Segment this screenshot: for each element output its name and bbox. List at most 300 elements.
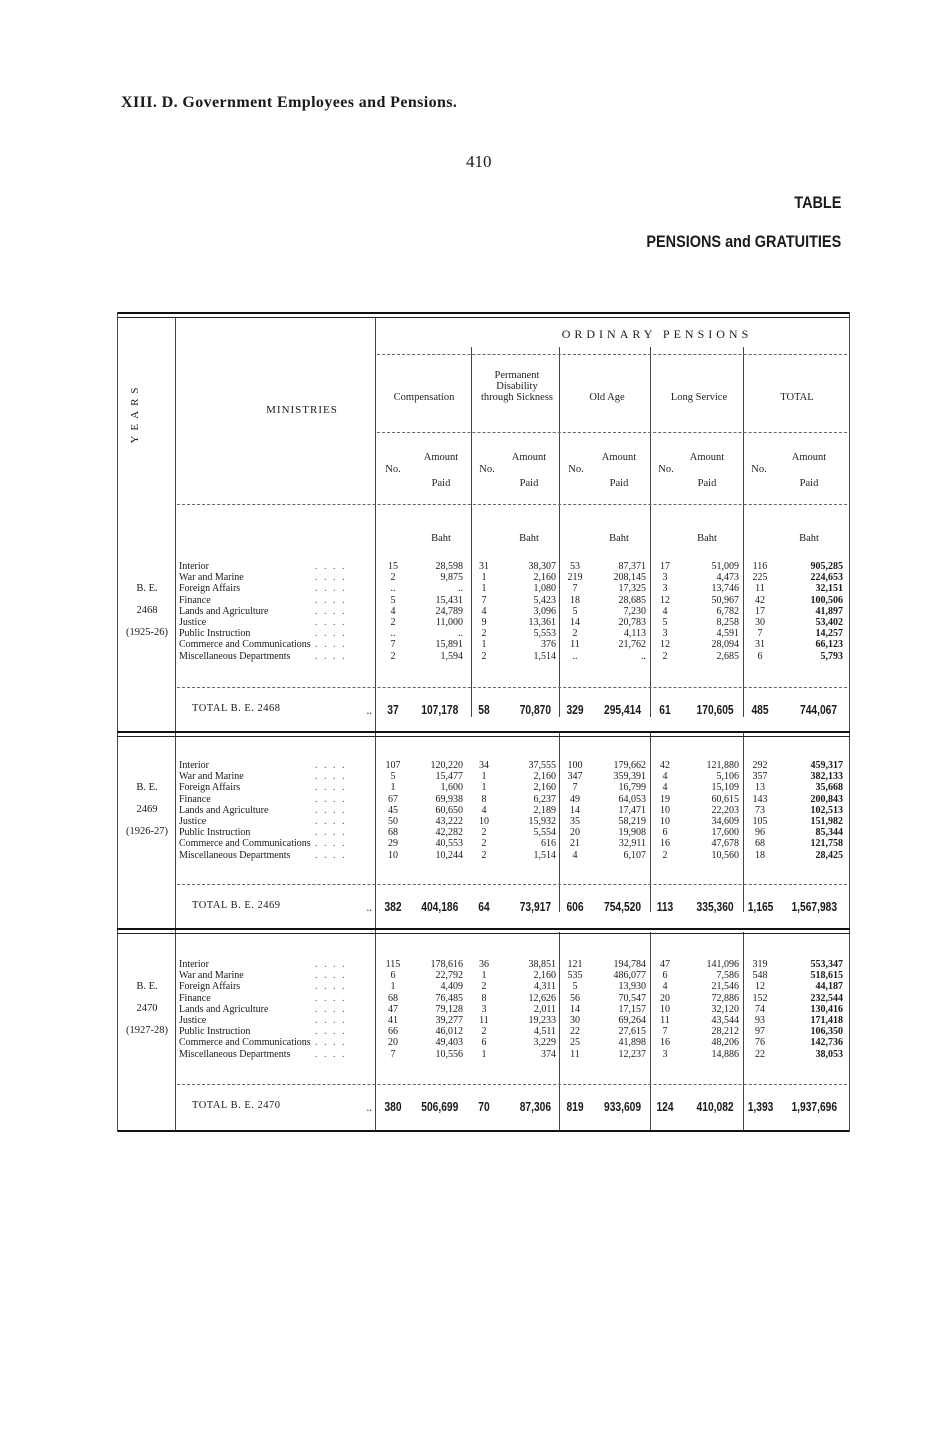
cell-value: 46,012	[435, 1026, 463, 1038]
cell-value: 37,555	[528, 760, 556, 771]
cell-value: 66,123	[815, 639, 843, 651]
cell-value: 3	[662, 628, 668, 640]
total-value: 1,937,696	[791, 1100, 838, 1114]
paid-heading: Paid	[431, 478, 451, 489]
compensation-heading: Compensation	[393, 392, 455, 403]
cell-value: 66	[388, 1026, 398, 1038]
cell-value: 905,285	[810, 561, 843, 572]
cell-value: 6	[481, 1037, 487, 1049]
cell-value: 7,586	[716, 970, 739, 982]
long-service-heading: Long Service	[670, 392, 728, 403]
table-top-rule	[117, 312, 850, 314]
table-row	[117, 794, 850, 805]
section-divider-inner	[117, 933, 850, 934]
leader-dots: . . . .	[315, 771, 347, 783]
no-heading: No.	[568, 464, 584, 475]
cell-value: 47	[660, 959, 670, 970]
cell-value: 2	[390, 650, 396, 662]
cell-value: 12,237	[618, 1048, 646, 1060]
cell-value: 42,282	[435, 827, 463, 839]
cell-value: 12	[755, 981, 765, 993]
no-heading: No.	[479, 464, 495, 475]
leader-dots: ..	[366, 703, 373, 717]
table-row	[117, 561, 850, 572]
leader-dots: . . . .	[315, 561, 347, 572]
cell-value: 12	[660, 639, 670, 651]
cell-value: 38,307	[528, 561, 556, 572]
year-label: 2470	[136, 1003, 158, 1014]
table-row	[117, 1026, 850, 1037]
cell-value: 73	[755, 804, 765, 816]
cell-value: 6	[662, 827, 668, 839]
cell-value: 20	[388, 1037, 398, 1049]
cell-value: 2	[390, 572, 396, 584]
cell-value: 41,897	[815, 605, 843, 617]
cell-value: 69,264	[618, 1015, 646, 1026]
cell-value: 7	[481, 594, 487, 606]
ministry-name: War and Marine	[179, 771, 244, 783]
ministry-name: Finance	[179, 793, 211, 805]
cell-value: 2	[481, 838, 487, 850]
cell-value: 5	[572, 981, 578, 993]
table-row	[117, 782, 850, 793]
total-value: 329	[566, 703, 584, 717]
total-value: 1,567,983	[791, 900, 838, 914]
cell-value: 24,789	[435, 605, 463, 617]
cell-value: 4	[662, 981, 668, 993]
cell-value: 1,600	[440, 782, 463, 794]
cell-value: 44,187	[815, 981, 843, 993]
cell-value: 1	[481, 771, 487, 783]
cell-value: 6,107	[623, 849, 646, 861]
cell-value: 4,113	[623, 628, 646, 640]
cell-value: 13,361	[528, 617, 556, 628]
cell-value: 4	[481, 804, 487, 816]
cell-value: 51,009	[711, 561, 739, 572]
cell-value: 1	[481, 583, 487, 595]
cell-value: 79,128	[435, 1003, 463, 1015]
cell-value: 6	[662, 970, 668, 982]
table-row	[117, 993, 850, 1004]
cell-value: 1	[481, 1048, 487, 1060]
no-heading: No.	[385, 464, 401, 475]
table-row	[117, 838, 850, 849]
cell-value: 43,222	[435, 816, 463, 827]
cell-value: 121	[567, 959, 583, 970]
cell-value: ..	[458, 628, 463, 640]
cell-value: 1,594	[440, 650, 463, 662]
ministry-name: Public Instruction	[179, 827, 251, 839]
total-value: 295,414	[603, 703, 642, 717]
cell-value: 8,258	[716, 617, 739, 628]
cell-value: 28,598	[435, 561, 463, 572]
total-value: 335,360	[696, 900, 734, 914]
ministry-name: War and Marine	[179, 970, 244, 982]
ministry-name: Interior	[179, 959, 209, 970]
cell-value: 69,938	[435, 793, 463, 805]
leader-dots: . . . .	[315, 572, 347, 584]
amount-heading: Amount	[511, 452, 547, 463]
cell-value: 15	[388, 561, 398, 572]
leader-dots: . . . .	[315, 782, 347, 794]
cell-value: 64,053	[618, 793, 646, 805]
leader-dots: . . . .	[315, 650, 347, 662]
cell-value: 67	[388, 793, 398, 805]
total-value: 410,082	[696, 1100, 734, 1114]
cell-value: 30	[570, 1015, 580, 1026]
table-row	[117, 617, 850, 628]
ministry-name: Foreign Affairs	[179, 782, 241, 794]
section-title: XIII. D. Government Employees and Pensions.	[121, 94, 458, 111]
header-rule	[377, 354, 847, 355]
cell-value: 3	[662, 572, 668, 584]
ministry-name: Foreign Affairs	[179, 981, 241, 993]
cell-value: 14	[570, 617, 580, 628]
cell-value: 49,403	[435, 1037, 463, 1049]
cell-value: 17,471	[618, 804, 646, 816]
cell-value: 2	[481, 1026, 487, 1038]
cell-value: 36	[479, 959, 489, 970]
cell-value: 45	[388, 804, 398, 816]
cell-value: 3	[481, 1003, 487, 1015]
cell-value: 347	[567, 771, 583, 783]
cell-value: 13,930	[618, 981, 646, 993]
ministry-name: Commerce and Communications	[179, 639, 311, 651]
cell-value: 16,799	[618, 782, 646, 794]
cell-value: 4,311	[533, 981, 556, 993]
cell-value: 2	[481, 650, 487, 662]
amount-heading: Amount	[791, 452, 827, 463]
cell-value: 15,109	[711, 782, 739, 794]
leader-dots: . . . .	[315, 583, 347, 595]
cell-value: 17	[755, 605, 765, 617]
total-value: 819	[566, 1100, 584, 1114]
total-rule	[177, 884, 847, 885]
cell-value: 29	[388, 838, 398, 850]
cell-value: 15,477	[435, 771, 463, 783]
amount-heading: Amount	[689, 452, 725, 463]
cell-value: 50	[388, 816, 398, 827]
table-row	[117, 606, 850, 617]
cell-value: 16	[660, 1037, 670, 1049]
no-heading: No.	[751, 464, 767, 475]
cell-value: 72,886	[711, 992, 739, 1004]
cell-value: 2	[662, 849, 668, 861]
era-label: B. E.	[136, 981, 158, 992]
leader-dots: . . . .	[315, 804, 347, 816]
era-label: B. E.	[136, 782, 158, 793]
cell-value: 141,096	[706, 959, 739, 970]
cell-value: 8	[481, 992, 487, 1004]
cell-value: 38,851	[528, 959, 556, 970]
cell-value: 38,053	[815, 1048, 843, 1060]
ministry-name: Public Instruction	[179, 628, 251, 640]
table-row	[117, 651, 850, 662]
unit-label: Baht	[519, 533, 539, 544]
page-number: 410	[466, 152, 492, 171]
cell-value: 7,230	[623, 605, 646, 617]
cell-value: 32,151	[815, 583, 843, 595]
table-row	[117, 1049, 850, 1060]
ministries-heading: MINISTRIES	[266, 404, 338, 416]
cell-value: 20,783	[618, 617, 646, 628]
total-heading: TOTAL	[780, 392, 814, 403]
table-row	[117, 981, 850, 992]
cell-value: 76,485	[435, 992, 463, 1004]
section-divider	[117, 928, 850, 930]
year-label: 2469	[136, 804, 158, 815]
ministry-name: Commerce and Communications	[179, 1037, 311, 1049]
ministry-name: Miscellaneous Departments	[179, 849, 291, 861]
cell-value: 2	[481, 628, 487, 640]
cell-value: 2	[390, 617, 396, 628]
cell-value: 19,233	[528, 1015, 556, 1026]
cell-value: 21	[570, 838, 580, 850]
cell-value: 121,758	[810, 838, 843, 850]
total-value: 61	[659, 703, 671, 717]
cell-value: 14	[570, 804, 580, 816]
ministry-name: Miscellaneous Departments	[179, 1048, 291, 1060]
cell-value: 97	[755, 1026, 765, 1038]
cell-value: 28,212	[711, 1026, 739, 1038]
total-value: 87,306	[519, 1100, 552, 1114]
cell-value: 2,189	[533, 804, 556, 816]
leader-dots: . . . .	[315, 992, 347, 1004]
cell-value: 5,553	[533, 628, 556, 640]
leader-dots: . . . .	[315, 849, 347, 861]
no-heading: No.	[658, 464, 674, 475]
table-row	[117, 1015, 850, 1026]
total-value: 1,165	[747, 900, 774, 914]
ministry-name: Lands and Agriculture	[179, 804, 269, 816]
cell-value: 100	[567, 760, 583, 771]
cell-value: 42	[755, 594, 765, 606]
cell-value: 53,402	[815, 617, 843, 628]
cell-value: 25	[570, 1037, 580, 1049]
cell-value: 2,011	[533, 1003, 556, 1015]
cell-value: 2	[572, 628, 578, 640]
cell-value: 130,416	[810, 1003, 843, 1015]
total-row	[117, 703, 850, 719]
table-row	[117, 583, 850, 594]
total-value: 107,178	[421, 703, 459, 717]
cell-value: 68	[755, 838, 765, 850]
cell-value: 359,391	[613, 771, 646, 783]
leader-dots: . . . .	[315, 827, 347, 839]
cell-value: 17	[660, 561, 670, 572]
cell-value: 10	[388, 849, 398, 861]
total-value: 404,186	[421, 900, 459, 914]
cell-value: 28,094	[711, 639, 739, 651]
amount-heading: Amount	[601, 452, 637, 463]
leader-dots: . . . .	[315, 793, 347, 805]
total-value: 124	[656, 1100, 674, 1114]
cell-value: 18	[570, 594, 580, 606]
ministry-name: Finance	[179, 594, 211, 606]
total-value: 744,067	[800, 703, 838, 717]
table-row	[117, 970, 850, 981]
ministry-name: Miscellaneous Departments	[179, 650, 291, 662]
cell-value: 68	[388, 992, 398, 1004]
cell-value: 319	[752, 959, 768, 970]
ministry-name: Interior	[179, 760, 209, 771]
cell-value: 1,514	[533, 650, 556, 662]
table-row	[117, 771, 850, 782]
cell-value: ..	[390, 628, 396, 640]
cell-value: 459,317	[810, 760, 843, 771]
total-rule	[177, 687, 847, 688]
cell-value: 142,736	[810, 1037, 843, 1049]
total-rule	[177, 1084, 847, 1085]
cell-value: 12	[660, 594, 670, 606]
cell-value: 43,544	[711, 1015, 739, 1026]
cell-value: 115	[385, 959, 401, 970]
old-age-heading: Old Age	[589, 392, 625, 403]
cell-value: 53	[570, 561, 580, 572]
cell-value: 2,160	[533, 771, 556, 783]
total-value: 37	[387, 703, 399, 717]
cell-value: 14,257	[815, 628, 843, 640]
cell-value: 8	[481, 793, 487, 805]
cell-value: 7	[572, 583, 578, 595]
cell-value: 22,203	[711, 804, 739, 816]
cell-value: 10,560	[711, 849, 739, 861]
cell-value: 232,544	[810, 992, 843, 1004]
cell-value: 41,898	[618, 1037, 646, 1049]
cell-value: 85,344	[815, 827, 843, 839]
cell-value: 10	[660, 816, 670, 827]
cell-value: 34,609	[711, 816, 739, 827]
total-row	[117, 1100, 850, 1116]
cell-value: 5	[662, 617, 668, 628]
total-value: 58	[478, 703, 490, 717]
cell-value: 87,371	[618, 561, 646, 572]
cell-value: 11	[570, 1048, 580, 1060]
cell-value: 34	[479, 760, 489, 771]
table-row	[117, 1004, 850, 1015]
cell-value: 2	[481, 827, 487, 839]
cell-value: 6	[757, 650, 763, 662]
cell-value: 4,511	[533, 1026, 556, 1038]
cell-value: 3	[662, 583, 668, 595]
cell-value: 194,784	[613, 959, 646, 970]
cell-value: 11	[570, 639, 580, 651]
total-value: 1,393	[747, 1100, 774, 1114]
leader-dots: . . . .	[315, 1048, 347, 1060]
cell-value: 32,911	[618, 838, 646, 850]
ministry-name: Justice	[179, 816, 207, 827]
cell-value: 2,685	[716, 650, 739, 662]
ministry-name: Interior	[179, 561, 209, 572]
cell-value: ..	[390, 583, 396, 595]
cell-value: 22,792	[435, 970, 463, 982]
cell-value: 10	[660, 804, 670, 816]
cell-value: 10,244	[435, 849, 463, 861]
total-value: 754,520	[603, 900, 642, 914]
ministry-name: Lands and Agriculture	[179, 1003, 269, 1015]
cell-value: 30	[755, 617, 765, 628]
cell-value: 16	[660, 838, 670, 850]
leader-dots: . . . .	[315, 605, 347, 617]
total-row	[117, 900, 850, 916]
cell-value: 553,347	[810, 959, 843, 970]
cell-value: 200,843	[810, 793, 843, 805]
cell-value: 357	[752, 771, 768, 783]
era-label: B. E.	[136, 583, 158, 594]
cell-value: 518,615	[810, 970, 843, 982]
ce-year-label: (1925-26)	[126, 627, 168, 638]
cell-value: 486,077	[613, 970, 646, 982]
cell-value: 14	[570, 1003, 580, 1015]
ministry-name: Finance	[179, 992, 211, 1004]
cell-value: 96	[755, 827, 765, 839]
cell-value: 5	[390, 771, 396, 783]
total-label: TOTAL B. E. 2469	[192, 900, 281, 911]
cell-value: 21,762	[618, 639, 646, 651]
table-row	[117, 959, 850, 970]
ministry-name: War and Marine	[179, 572, 244, 584]
cell-value: 35,668	[815, 782, 843, 794]
table-row	[117, 816, 850, 827]
cell-value: 35	[570, 816, 580, 827]
cell-value: 374	[541, 1048, 556, 1060]
cell-value: 4,473	[716, 572, 739, 584]
cell-value: 1	[390, 782, 396, 794]
total-value: 73,917	[519, 900, 552, 914]
cell-value: 7	[572, 782, 578, 794]
cell-value: 107	[385, 760, 401, 771]
paid-heading: Paid	[799, 478, 819, 489]
cell-value: 5	[390, 594, 396, 606]
cell-value: 1,514	[533, 849, 556, 861]
cell-value: 11	[479, 1015, 489, 1026]
unit-label: Baht	[609, 533, 629, 544]
total-value: 485	[751, 703, 769, 717]
cell-value: 9	[481, 617, 487, 628]
leader-dots: . . . .	[315, 959, 347, 970]
cell-value: 15,932	[528, 816, 556, 827]
cell-value: 41	[388, 1015, 398, 1026]
cell-value: ..	[641, 650, 646, 662]
leader-dots: . . . .	[315, 1015, 347, 1026]
table-row	[117, 639, 850, 650]
cell-value: 1	[481, 970, 487, 982]
cell-value: 20	[570, 827, 580, 839]
cell-value: 13	[755, 782, 765, 794]
cell-value: 2	[481, 849, 487, 861]
table-row	[117, 1037, 850, 1048]
section-divider	[117, 731, 850, 733]
cell-value: 6	[390, 970, 396, 982]
cell-value: 5,554	[533, 827, 556, 839]
cell-value: 17,600	[711, 827, 739, 839]
cell-value: 47,678	[711, 838, 739, 850]
cell-value: 3	[662, 1048, 668, 1060]
cell-value: 19	[660, 793, 670, 805]
cell-value: 58,219	[618, 816, 646, 827]
cell-value: 382,133	[810, 771, 843, 783]
cell-value: 105	[752, 816, 768, 827]
leader-dots: ..	[366, 1100, 373, 1114]
table-row	[117, 760, 850, 771]
cell-value: 120,220	[430, 760, 463, 771]
paid-heading: Paid	[609, 478, 629, 489]
cell-value: 56	[570, 992, 580, 1004]
ce-year-label: (1926-27)	[126, 826, 168, 837]
cell-value: 28,425	[815, 849, 843, 861]
cell-value: 47	[388, 1003, 398, 1015]
paid-heading: Paid	[519, 478, 539, 489]
